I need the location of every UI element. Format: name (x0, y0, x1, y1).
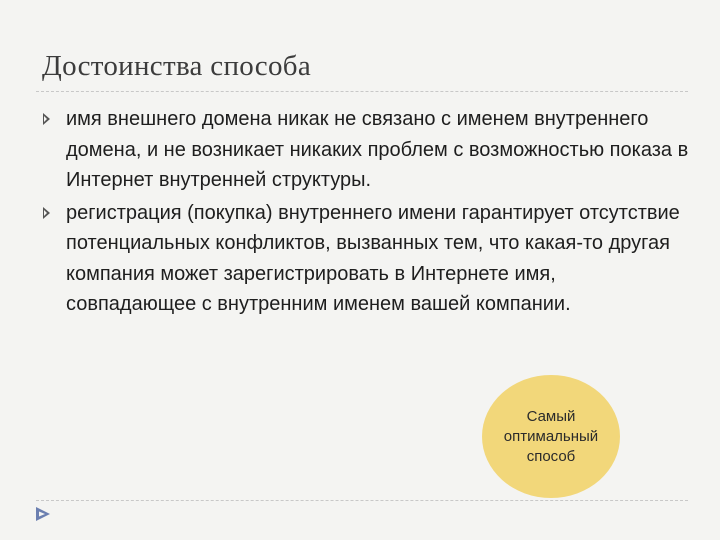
bullet-text: регистрация (покупка) внутреннего имени гарантирует отсутствие потенциальных конфликтов, вызванных тем, что какая-то другая компания может зарегистрировать в Интернете имя, совпадающее с внутренним именем вашей компании. (66, 201, 680, 315)
bullet-item (40, 104, 690, 196)
triangle-right-icon (43, 207, 50, 219)
callout-circle (482, 375, 620, 498)
triangle-right-icon (43, 113, 50, 125)
nav-arrow-icon[interactable] (32, 503, 54, 525)
footer-divider (36, 500, 688, 501)
bullet-text: имя внешнего домена никак не связано с именем внутреннего домена, и не возникает никаких проблем с возможностью показа в Интернет внутренней структуры. (66, 108, 689, 191)
callout-text: Самый оптимальный способ (503, 407, 599, 465)
bullet-list (40, 104, 690, 322)
bullet-item (40, 198, 690, 320)
title-divider (36, 91, 688, 92)
slide-title: Достоинства способа (42, 50, 311, 82)
